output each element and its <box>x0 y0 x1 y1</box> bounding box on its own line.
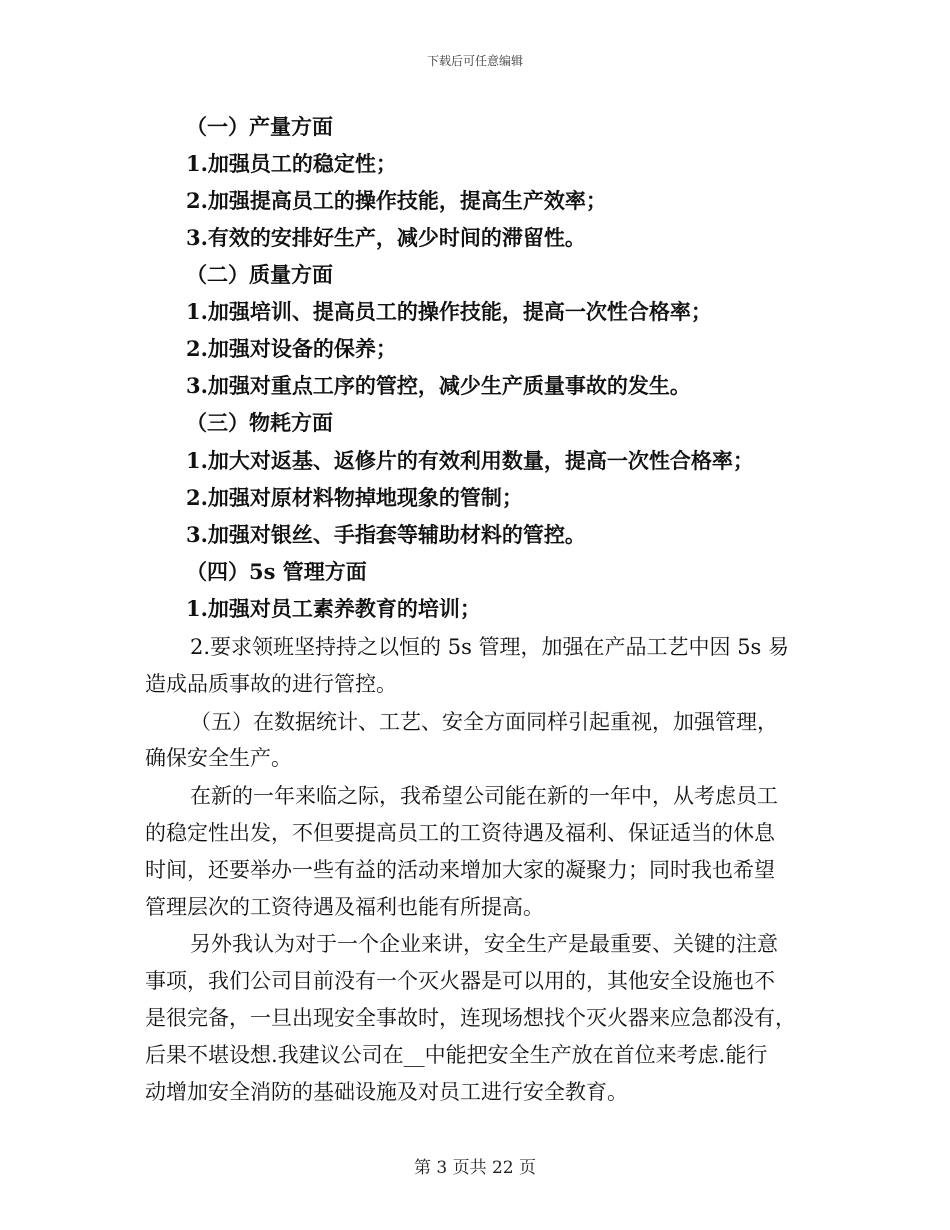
paragraph-line: 确保安全生产。 <box>145 746 292 770</box>
list-item: 3.加强对银丝、手指套等辅助材料的管控。 <box>186 522 586 547</box>
list-item: 2.要求领班坚持持之以恒的 5s 管理，加强在产品工艺中因 5s 易 <box>190 635 790 659</box>
paragraph-line: 时间，还要举办一些有益的活动来增加大家的凝聚力；同时我也希望 <box>145 858 775 882</box>
paragraph-line: 另外我认为对于一个企业来讲，安全生产是最重要、关键的注意 <box>190 932 778 956</box>
list-item: 1.加大对返基、返修片的有效利用数量，提高一次性合格率； <box>186 448 754 473</box>
list-item: 2.加强对设备的保养； <box>186 336 397 361</box>
list-item: 1.加强对员工素养教育的培训； <box>186 596 481 621</box>
section-heading: （四）5s 管理方面 <box>186 559 367 584</box>
section-heading: （二）质量方面 <box>186 262 333 287</box>
section-heading: （三）物耗方面 <box>186 410 333 435</box>
paragraph-line: （五）在数据统计、工艺、安全方面同样引起重视，加强管理， <box>190 710 778 734</box>
section-heading: （一）产量方面 <box>186 114 333 139</box>
paragraph-line: 事项，我们公司目前没有一个灭火器是可以用的，其他安全设施也不 <box>145 969 775 993</box>
list-item: 2.加强对原材料物掉地现象的管制； <box>186 485 523 510</box>
paragraph-line: 在新的一年来临之际，我希望公司能在新的一年中，从考虑员工 <box>190 784 778 808</box>
paragraph-line: 是很完备，一旦出现安全事故时，连现场想找个灭火器来应急都没有， <box>145 1006 796 1030</box>
header-note: 下载后可任意编辑 <box>426 54 523 68</box>
list-item: 3.加强对重点工序的管控，减少生产质量事故的发生。 <box>186 373 691 398</box>
list-item-continuation: 造成品质事故的进行管控。 <box>145 672 397 696</box>
list-item: 2.加强提高员工的操作技能，提高生产效率； <box>186 188 607 213</box>
list-item: 3.有效的安排好生产，减少时间的滞留性。 <box>186 225 586 250</box>
paragraph-line: 管理层次的工资待遇及福利也能有所提高。 <box>145 895 544 919</box>
paragraph-line: 的稳定性出发，不但要提高员工的工资待遇及福利、保证适当的休息 <box>145 821 775 845</box>
list-item: 1.加强培训、提高员工的操作技能，提高一次性合格率； <box>186 299 712 324</box>
paragraph-line: 动增加安全消防的基础设施及对员工进行安全教育。 <box>145 1080 628 1104</box>
page-number: 第 3 页共 22 页 <box>413 1158 537 1178</box>
list-item: 1.加强员工的稳定性； <box>186 151 397 176</box>
paragraph-line: 后果不堪设想.我建议公司在__中能把安全生产放在首位来考虑.能行 <box>145 1043 768 1067</box>
